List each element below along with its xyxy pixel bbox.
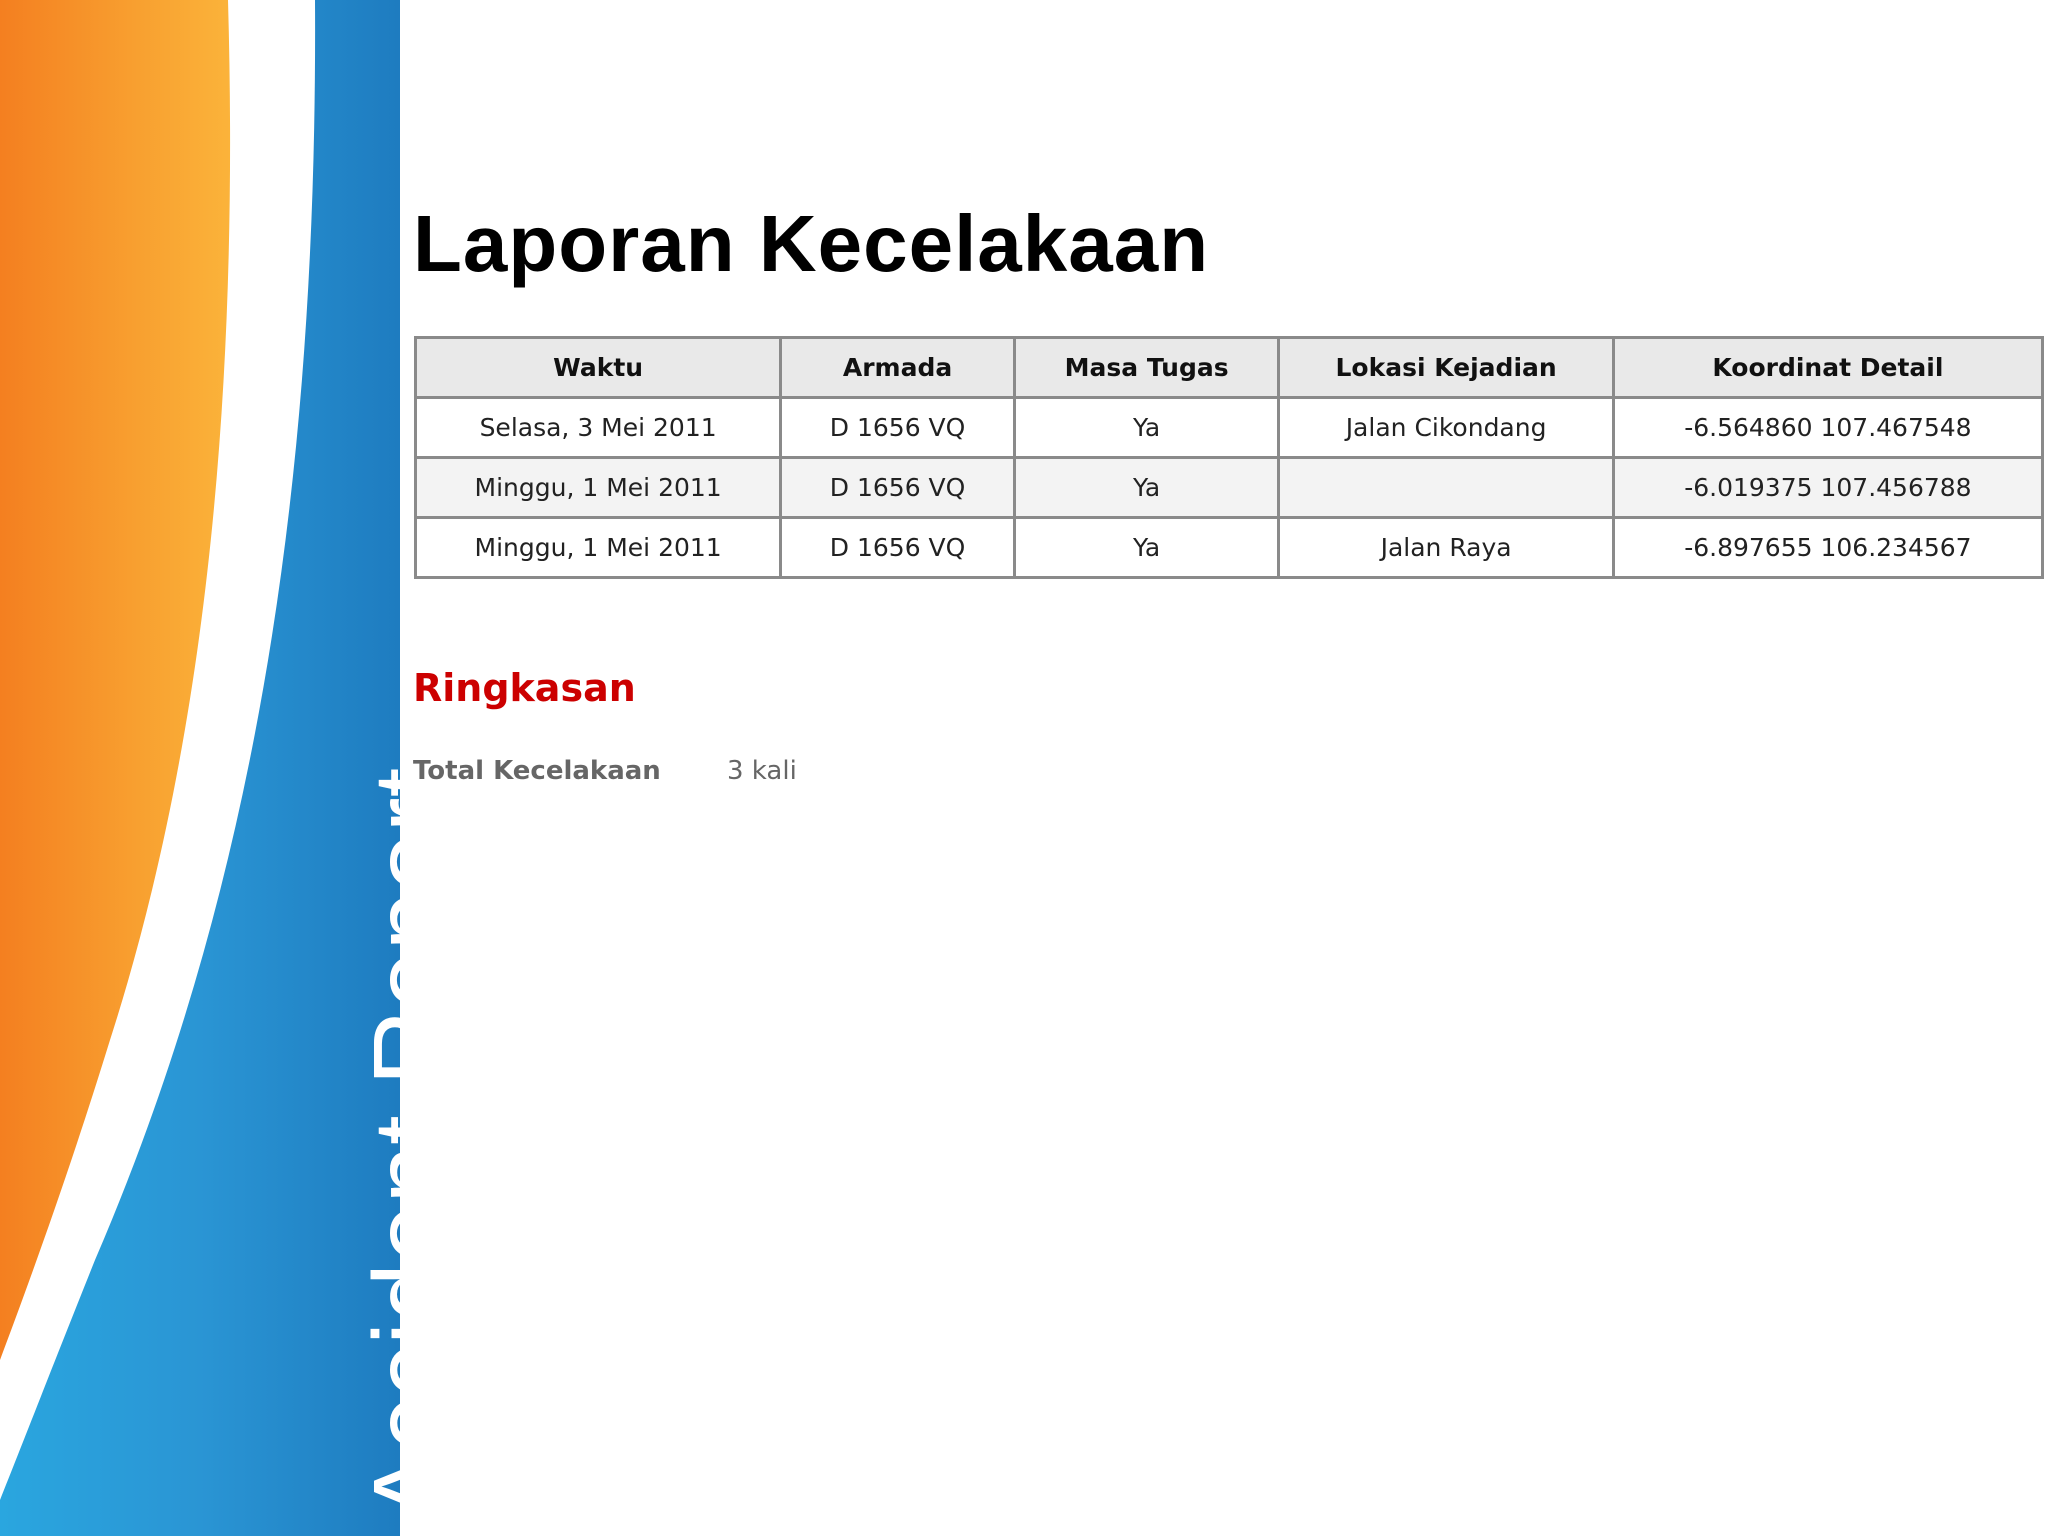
table-row (416, 518, 2043, 578)
total-accidents-label: Total Kecelakaan (413, 756, 661, 786)
cell-masa-tugas: Ya (1014, 398, 1278, 458)
accident-report-table (414, 336, 2044, 579)
table-header-row (416, 338, 2043, 398)
summary-heading: Ringkasan (413, 666, 636, 710)
table-row (416, 458, 2043, 518)
column-header-koordinat-detail: Koordinat Detail (1613, 338, 2042, 398)
cell-lokasi-kejadian: Jalan Raya (1279, 518, 1613, 578)
cell-koordinat-detail: -6.564860 107.467548 (1613, 398, 2042, 458)
cell-waktu: Minggu, 1 Mei 2011 (416, 458, 781, 518)
cell-armada: D 1656 VQ (781, 458, 1015, 518)
cell-waktu: Minggu, 1 Mei 2011 (416, 518, 781, 578)
column-header-armada: Armada (781, 338, 1015, 398)
column-header-lokasi-kejadian: Lokasi Kejadian (1279, 338, 1613, 398)
total-accidents-value: 3 kali (727, 756, 797, 786)
cell-koordinat-detail: -6.019375 107.456788 (1613, 458, 2042, 518)
summary-total-row (413, 754, 797, 788)
column-header-masa-tugas: Masa Tugas (1014, 338, 1278, 398)
cell-masa-tugas: Ya (1014, 458, 1278, 518)
column-header-waktu: Waktu (416, 338, 781, 398)
cell-lokasi-kejadian: Jalan Cikondang (1279, 398, 1613, 458)
table-row (416, 398, 2043, 458)
side-decoration (0, 0, 400, 1536)
cell-armada: D 1656 VQ (781, 518, 1015, 578)
cell-lokasi-kejadian (1279, 458, 1613, 518)
cell-waktu: Selasa, 3 Mei 2011 (416, 398, 781, 458)
page-title: Laporan Kecelakaan (413, 199, 1210, 288)
cell-koordinat-detail: -6.897655 106.234567 (1613, 518, 2042, 578)
cell-masa-tugas: Ya (1014, 518, 1278, 578)
cell-armada: D 1656 VQ (781, 398, 1015, 458)
side-title: Accident Report (352, 767, 470, 1522)
